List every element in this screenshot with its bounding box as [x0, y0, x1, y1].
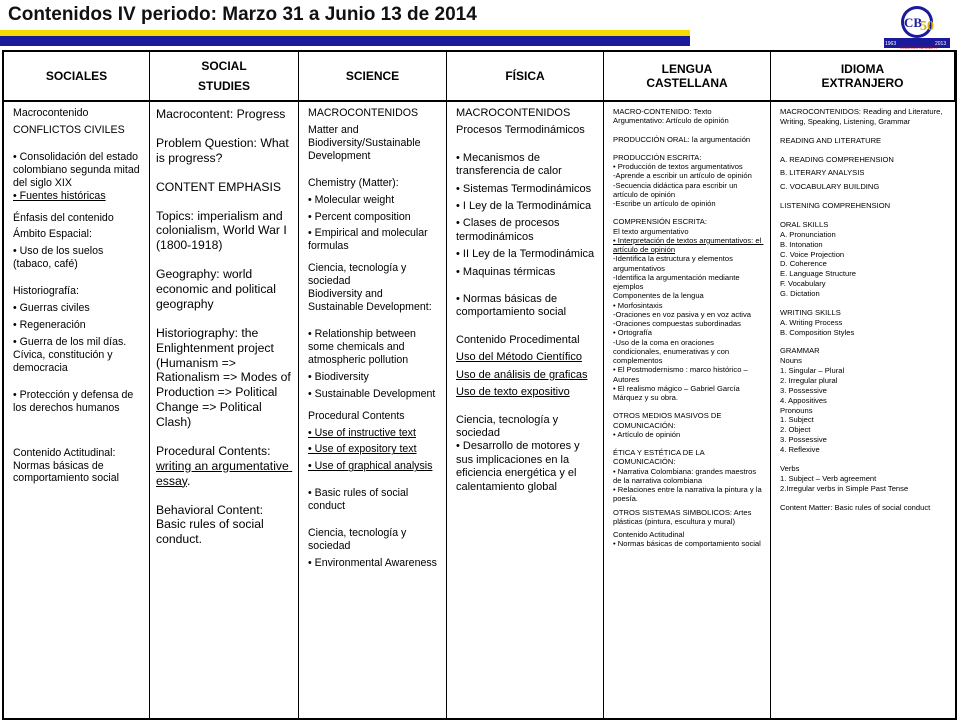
- list-item: • Guerra de los mil días.: [13, 335, 127, 348]
- contents-table: [2, 50, 957, 720]
- header-sociales: [4, 52, 150, 102]
- list-item: • Desarrollo de motores y sus implicaciones en la eficiencia energética y el calentamiento global: [456, 440, 583, 493]
- list-item: Ciencia, tecnología y sociedad: [308, 527, 410, 553]
- list-item: B. LITERARY ANALYSIS: [780, 168, 865, 178]
- list-item: 2. Irregular plural: [780, 376, 838, 386]
- title-underline-navy: [0, 36, 690, 46]
- list-item: • Environmental Awareness: [308, 556, 437, 569]
- list-item: Contenido Actitudinal: Normas básicas de comportamiento social: [13, 446, 119, 485]
- list-item: Behavioral Content: Basic rules of social conduct.: [156, 502, 268, 547]
- list-item: ÉTICA Y ESTÉTICA DE LA COMUNICACIÓN:: [613, 448, 707, 467]
- list-item: 4. Appositives: [780, 395, 827, 405]
- list-item: • Sustainable Development: [308, 387, 436, 400]
- list-item: Uso de texto expositivo: [456, 386, 570, 399]
- list-item: F. Vocabulary: [780, 279, 826, 289]
- list-item: Procedural Contents: [308, 409, 405, 422]
- list-item: 1. Subject: [780, 415, 814, 425]
- column-lengua: [604, 102, 771, 718]
- list-item: writing an argumentative essay: [156, 458, 293, 488]
- header-idioma: [771, 52, 955, 102]
- header-label: SOCIALES: [45, 69, 108, 83]
- list-item: • Clases de procesos termodinámicos: [456, 217, 563, 243]
- list-item: • Use of expository text: [308, 443, 417, 456]
- list-item: • El Postmodernismo : marco histórico – Autores: [613, 365, 750, 384]
- list-item: D. Coherence: [780, 259, 827, 269]
- list-item: OTROS MEDIOS MASIVOS DE COMUNICACIÓN:: [613, 411, 724, 430]
- list-item: Historiography: the Enlightenment project (Humanism => Rationalism => Modes of Production => Political Change => Political Clash): [156, 325, 295, 429]
- list-item: 1. Subject – Verb agreement: [780, 473, 877, 483]
- list-item: Geography: world economic and political geography: [156, 267, 280, 311]
- list-item: Matter and Biodiversity/Sustainable Development: [308, 123, 424, 162]
- list-item: • Uso de los suelos (tabaco, café): [13, 245, 107, 271]
- list-item: • Protección y defensa de los derechos humanos: [13, 388, 137, 414]
- column-idioma: [771, 102, 955, 718]
- list-item: Biodiversity and Sustainable Development:: [308, 288, 432, 314]
- list-item: Macrocontenido: [13, 107, 89, 119]
- list-item: 1. Singular – Plural: [780, 366, 845, 376]
- list-item: COMPRENSIÓN ESCRITA:: [613, 217, 707, 227]
- list-item: ORAL SKILLS: [780, 220, 829, 230]
- list-item: Topics: imperialism and colonialism, World War I (1800-1918): [156, 208, 291, 253]
- list-item: • Narrativa Colombiana: grandes maestros de la narrativa colombiana: [613, 466, 759, 485]
- logo-year-right: 2013: [935, 41, 947, 47]
- list-item: • Fuentes históricas: [13, 189, 106, 202]
- list-item: Procedural Contents:: [156, 443, 271, 458]
- list-item: C. VOCABULARY BUILDING: [780, 182, 880, 192]
- column-social-studies: [150, 102, 299, 718]
- list-item: MACROCONTENIDOS: [456, 107, 571, 119]
- list-item: G. Dictation: [780, 289, 820, 299]
- list-item: Uso del Método Científico: [456, 351, 582, 364]
- list-item: E. Language Structure: [780, 269, 856, 279]
- logo-year-left: 1963: [885, 41, 897, 47]
- list-item: Ámbito Espacial:: [13, 228, 92, 241]
- list-item: 2. Object: [780, 425, 811, 435]
- list-item: • Artículo de opinión: [613, 429, 681, 439]
- list-item: • Use of instructive text: [308, 426, 416, 439]
- list-item: Historiografía:: [13, 285, 79, 298]
- list-item: Contenido Actitudinal: [613, 530, 685, 539]
- list-item: 4. Reflexive: [780, 445, 820, 455]
- list-item: CONTENT EMPHASIS: [156, 179, 282, 194]
- logo-number: 50: [920, 19, 934, 34]
- list-item: Énfasis del contenido: [13, 211, 114, 224]
- list-item: • Basic rules of social conduct: [308, 487, 412, 513]
- list-item: Pronouns: [780, 405, 813, 415]
- list-item: El texto argumentativo: [613, 226, 689, 236]
- list-item: • Mecanismos de transferencia de calor: [456, 151, 562, 178]
- list-item: WRITING SKILLS: [780, 307, 841, 317]
- logo-caption: COLEGIO BENNETT: [900, 45, 939, 50]
- list-item: Uso de análisis de graficas: [456, 368, 588, 381]
- list-item: • Percent composition: [308, 210, 411, 223]
- list-item: Componentes de la lengua: [613, 291, 704, 301]
- list-item: • Producción de textos argumentativos: [613, 162, 743, 171]
- list-item: • Ortografía: [613, 328, 652, 338]
- list-item: • Interpretación de textos argumentativos: el artículo de opinión: [613, 235, 764, 254]
- header-label: LENGUA: [661, 62, 713, 76]
- header-lengua: [604, 52, 771, 102]
- header-label-2: EXTRANJERO: [821, 76, 904, 90]
- list-item: Ciencia, tecnología y sociedad: [308, 262, 410, 288]
- list-item: • Normas básicas de comportamiento social: [456, 293, 567, 319]
- header-label-2: STUDIES: [197, 79, 250, 93]
- list-item: -Oraciones en voz pasiva y en voz activa: [613, 309, 752, 319]
- list-item: • Morfosintaxis: [613, 300, 663, 310]
- column-science: [299, 102, 447, 718]
- header-label: SCIENCE: [345, 69, 400, 83]
- list-item: • II Ley de la Termodinámica: [456, 248, 595, 261]
- list-item: A. Writing Process: [780, 317, 843, 327]
- list-item: • I Ley de la Termodinámica: [456, 200, 592, 213]
- list-item: -Escribe un artículo de opinión: [613, 199, 716, 208]
- list-item: • Normas básicas de comportamiento social: [613, 539, 761, 549]
- header-label-2: CASTELLANA: [646, 76, 728, 90]
- list-item: Contenido Procedimental: [456, 333, 580, 346]
- list-item: PRODUCCIÓN ESCRITA:: [613, 152, 702, 162]
- list-item: • Sistemas Termodinámicos: [456, 182, 592, 195]
- header-label: IDIOMA: [840, 62, 885, 76]
- list-item: MACROCONTENIDOS: [308, 107, 419, 119]
- list-item: • Molecular weight: [308, 193, 395, 206]
- column-sociales: [4, 102, 150, 718]
- list-item: Nouns: [780, 356, 802, 366]
- list-item: C. Voice Projection: [780, 249, 845, 259]
- list-item: Cívica, constitución y democracia: [13, 348, 116, 374]
- list-item: • Guerras civiles: [13, 302, 90, 315]
- list-item: OTROS SISTEMAS SIMBOLICOS: Artes plásticas (pintura, escultura y mural): [613, 507, 754, 526]
- list-item: • Consolidación del estado colombiano segunda mitad del siglo XIX: [13, 150, 143, 189]
- list-item: 3. Possessive: [780, 385, 827, 395]
- list-item: READING AND LITERATURE: [780, 135, 882, 145]
- list-item: • El realismo mágico – Gabriel García Márquez y su obra.: [613, 383, 742, 402]
- list-item: GRAMMAR: [780, 346, 820, 356]
- list-item: CONFLICTOS CIVILES: [13, 123, 125, 136]
- list-item: Procesos Termodinámicos: [456, 124, 585, 137]
- header-label: SOCIAL: [201, 59, 247, 73]
- list-item: Content Matter: Basic rules of social conduct: [780, 502, 931, 512]
- list-item: Ciencia, tecnología y sociedad: [456, 413, 562, 439]
- list-item: • Regeneración: [13, 319, 86, 332]
- list-item: • Biodiversity: [308, 370, 369, 383]
- list-item: -Identifica la argumentación mediante ejemplos: [613, 272, 742, 291]
- list-item: Macrocontent: Progress: [156, 107, 286, 121]
- list-item: Problem Question: What is progress?: [156, 135, 293, 165]
- list-item: • Relationship between some chemicals and atmospheric pollution: [308, 327, 419, 366]
- list-item: 2.Irregular verbs in Simple Past Tense: [780, 483, 909, 493]
- list-item: • Empirical and molecular formulas: [308, 227, 431, 253]
- procedural-contents: [156, 444, 292, 489]
- list-item: • Relaciones entre la narrativa la pintura y la poesía.: [613, 485, 764, 504]
- header-fisica: [447, 52, 604, 102]
- header-label: FÍSICA: [505, 69, 545, 83]
- column-fisica: [447, 102, 604, 718]
- list-item: MACROCONTENIDOS: Reading and Literature, Writing, Speaking, Listening, Grammar: [780, 107, 945, 126]
- list-item: .: [186, 473, 191, 488]
- list-item: B. Intonation: [780, 239, 823, 249]
- list-item: 3. Possessive: [780, 435, 827, 445]
- list-item: -Uso de la coma en oraciones condicionales, enumerativas y con complementos: [613, 337, 732, 365]
- list-item: A. Pronunciation: [780, 229, 836, 239]
- logo-letters: CB: [904, 15, 923, 30]
- list-item: PRODUCCIÓN ORAL: la argumentación: [613, 134, 751, 144]
- list-item: Verbs: [780, 463, 800, 473]
- page-title: Contenidos IV periodo: Marzo 31 a Junio 13 de 2014: [8, 4, 477, 25]
- school-logo: [882, 4, 952, 50]
- header-science: [299, 52, 447, 102]
- list-item: • Maquinas térmicas: [456, 265, 556, 278]
- list-item: -Oraciones compuestas subordinadas: [613, 319, 741, 328]
- list-item: -Identifica la estructura y elementos argumentativos: [613, 254, 735, 273]
- list-item: A. READING COMPREHENSION: [780, 154, 894, 164]
- list-item: -Secuencia didáctica para escribir un artículo de opinión: [613, 180, 740, 199]
- list-item: • Use of graphical analysis: [308, 460, 433, 473]
- list-item: B. Composition Styles: [780, 327, 855, 337]
- list-item: LISTENING COMPREHENSION: [780, 201, 891, 211]
- header-social-studies: [150, 52, 299, 102]
- list-item: Chemistry (Matter):: [308, 176, 399, 189]
- list-item: -Aprende a escribir un artículo de opinión: [613, 171, 752, 181]
- list-item: MACRO-CONTENIDO: Texto Argumentativo: Artículo de opinión: [613, 107, 729, 126]
